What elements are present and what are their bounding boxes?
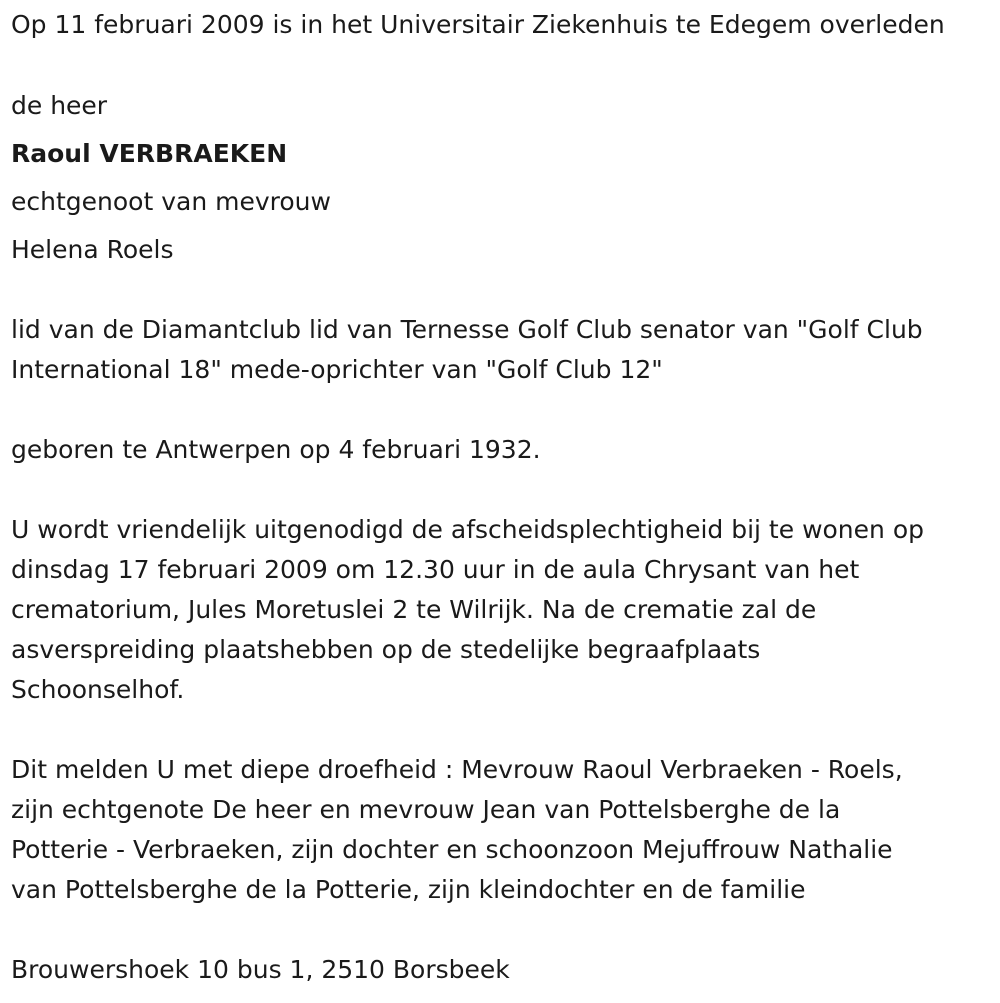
ceremony-line: dinsdag 17 februari 2009 om 12.30 uur in de aula Chrysant van het (11, 555, 860, 584)
ceremony-line: crematorium, Jules Moretuslei 2 te Wilrijk. Na de crematie zal de (11, 595, 817, 624)
family-line: Dit melden U met diepe droefheid : Mevrouw Raoul Verbraeken - Roels, (11, 755, 903, 784)
spouse-name: Helena Roels (11, 235, 174, 264)
address-line: Brouwershoek 10 bus 1, 2510 Borsbeek (11, 955, 510, 984)
memberships-line-2: International 18" mede-oprichter van "Golf Club 12" (11, 355, 663, 384)
family-line: Potterie - Verbraeken, zijn dochter en schoonzoon Mejuffrouw Nathalie (11, 835, 893, 864)
opening-line: Op 11 februari 2009 is in het Universitair Ziekenhuis te Edegem overleden (11, 10, 945, 39)
spouse-label: echtgenoot van mevrouw (11, 187, 331, 216)
family-line: zijn echtgenote De heer en mevrouw Jean van Pottelsberghe de la (11, 795, 841, 824)
memberships-line-1: lid van de Diamantclub lid van Ternesse Golf Club senator van "Golf Club (11, 315, 923, 344)
deceased-name: Raoul VERBRAEKEN (11, 139, 288, 168)
birth-line: geboren te Antwerpen op 4 februari 1932. (11, 435, 541, 464)
salutation: de heer (11, 91, 108, 120)
ceremony-line: Schoonselhof. (11, 675, 185, 704)
ceremony-line: U wordt vriendelijk uitgenodigd de afscheidsplechtigheid bij te wonen op (11, 515, 924, 544)
family-line: van Pottelsberghe de la Potterie, zijn kleindochter en de familie (11, 875, 806, 904)
ceremony-line: asverspreiding plaatshebben op de stedelijke begraafplaats (11, 635, 761, 664)
